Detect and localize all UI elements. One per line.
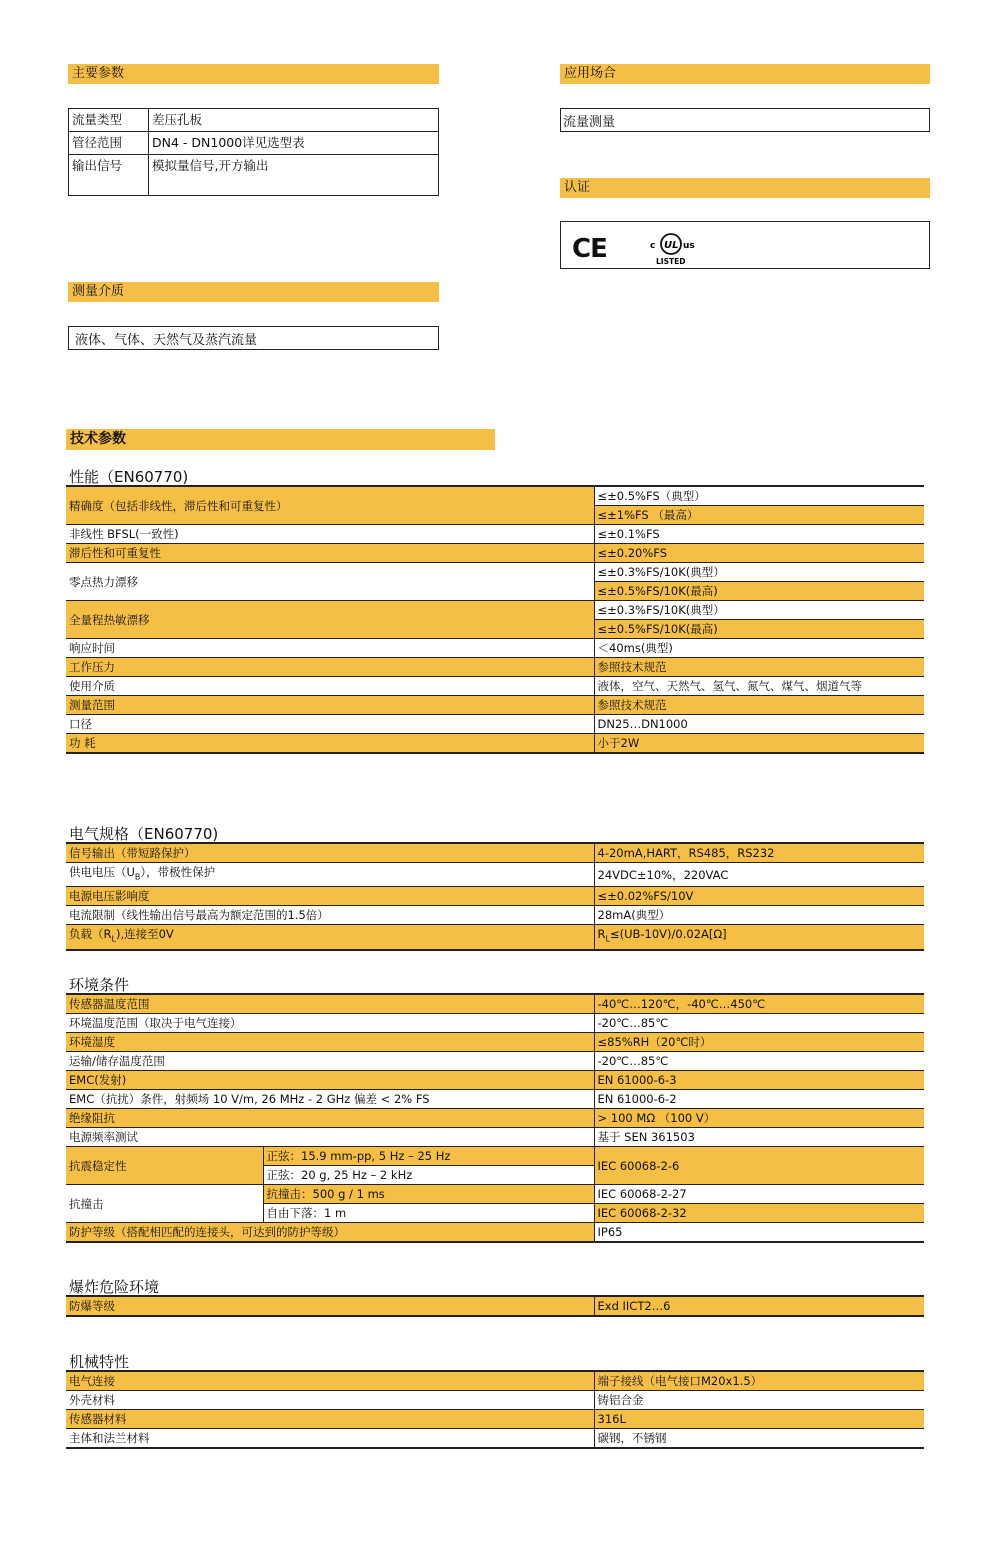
load-value-b: ≤(UB-10V)/0.02A[Ω] (609, 927, 727, 942)
spec-label: 精确度（包括非线性，滞后性和可重复性） (66, 486, 594, 525)
load-value-a: R (597, 927, 606, 942)
spec-value: > 100 MΩ （100 V） (594, 1109, 924, 1128)
table-row (66, 1014, 924, 1033)
explosion-table (66, 1295, 924, 1317)
spec-value: 基于 SEN 361503 (594, 1128, 924, 1147)
table-row (66, 1128, 924, 1147)
spec-label: 全量程热敏漂移 (66, 601, 594, 639)
spec-value: ≤±0.5%FS（典型） (594, 486, 924, 506)
medium-value: 液体、气体、天然气及蒸汽流量 (75, 333, 258, 348)
ul-c-text: c (650, 241, 656, 251)
spec-value: ≤±0.3%FS/10K(典型） (594, 563, 924, 582)
spec-label: 信号输出（带短路保护） (66, 843, 594, 863)
table-row (66, 715, 924, 734)
table-row (66, 1033, 924, 1052)
spec-value: 碳钢，不锈钢 (594, 1429, 924, 1449)
spec-value: ≤±0.02%FS/10V (594, 887, 924, 906)
load-label-a: 负载（R (69, 927, 112, 942)
table-row (66, 696, 924, 715)
table-row (66, 1090, 924, 1109)
spec-mid: 正弦：20 g, 25 Hz – 2 kHz (263, 1166, 594, 1185)
spec-value: 316L (594, 1410, 924, 1429)
table-row (69, 132, 439, 155)
spec-value: DN25…DN1000 (594, 715, 924, 734)
spec-value: ≤±0.3%FS/10K(典型） (594, 601, 924, 620)
table-row (66, 1223, 924, 1243)
spec-value: IEC 60068-2-32 (594, 1204, 924, 1223)
param-key: 输出信号 (69, 155, 149, 196)
spec-value: 参照技术规范 (594, 658, 924, 677)
table-row (66, 734, 924, 754)
spec-value: -20℃…85℃ (594, 1052, 924, 1071)
spec-label: 运输/储存温度范围 (66, 1052, 594, 1071)
table-row (66, 563, 924, 582)
main-params-table (68, 108, 439, 196)
spec-label: 电流限制（线性输出信号最高为额定范围的1.5倍） (66, 906, 594, 925)
table-row (69, 109, 439, 132)
table-row (66, 906, 924, 925)
load-value-sub: L (605, 934, 610, 944)
spec-value: ≤±0.1%FS (594, 525, 924, 544)
spec-label: 工作压力 (66, 658, 594, 677)
param-key: 流量类型 (69, 109, 149, 132)
spec-label: 非线性 BFSL(一致性) (66, 525, 594, 544)
spec-value: ≤85%RH（20℃时） (594, 1033, 924, 1052)
spec-label: 传感器材料 (66, 1410, 594, 1429)
table-row (66, 658, 924, 677)
explosion-title: 爆炸危险环境 (69, 1278, 160, 1296)
spec-value: 4-20mA,HART，RS485，RS232 (594, 843, 924, 863)
spec-value: EN 61000-6-3 (594, 1071, 924, 1090)
table-row (66, 544, 924, 563)
spec-value: IEC 60068-2-27 (594, 1185, 924, 1204)
spec-label: 外壳材料 (66, 1391, 594, 1410)
spec-label: 传感器温度范围 (66, 994, 594, 1014)
load-label-b: ),连接至0V (115, 927, 174, 942)
application-box (560, 108, 930, 132)
table-row (66, 525, 924, 544)
table-row (66, 677, 924, 696)
param-value: DN4 - DN1000详见选型表 (149, 132, 439, 155)
certification-box (560, 221, 930, 269)
spec-value: -20℃…85℃ (594, 1014, 924, 1033)
table-row (66, 1185, 924, 1204)
spec-value: ＜40ms(典型) (594, 639, 924, 658)
table-row (66, 1410, 924, 1429)
electrical-table (66, 842, 924, 951)
param-value: 差压孔板 (149, 109, 439, 132)
table-row (66, 843, 924, 863)
supply-label-a: 供电电压（U (69, 865, 135, 879)
application-value: 流量测量 (563, 115, 616, 130)
certification-header (560, 178, 930, 198)
spec-value: Exd IICT2…6 (594, 1296, 924, 1316)
spec-value: ≤±0.5%FS/10K(最高) (594, 620, 924, 639)
table-row (66, 887, 924, 906)
table-row (66, 863, 924, 887)
medium-header (68, 282, 439, 302)
param-key: 管径范围 (69, 132, 149, 155)
performance-title: 性能（EN60770) (69, 468, 189, 486)
spec-value: ≤±0.5%FS/10K(最高) (594, 582, 924, 601)
spec-label (66, 863, 594, 887)
spec-value: 24VDC±10%，220VAC (594, 863, 924, 887)
spec-value: 液体，空气、天然气、氢气、氮气、煤气、烟道气等 (594, 677, 924, 696)
spec-value: 小于2W (594, 734, 924, 754)
spec-label: 防护等级（搭配相匹配的连接头，可达到的防护等级） (66, 1223, 594, 1243)
ce-mark-icon: CE (572, 234, 607, 264)
spec-label: EMC（抗扰）条件，射频场 10 V/m, 26 MHz - 2 GHz 偏差 < 2% FS (66, 1090, 594, 1109)
table-row (66, 1371, 924, 1391)
table-row (66, 994, 924, 1014)
supply-sub: B (134, 872, 141, 882)
spec-label: 零点热力漂移 (66, 563, 594, 601)
main-params-header (68, 64, 439, 84)
ul-listed-icon (650, 232, 698, 266)
spec-label: 测量范围 (66, 696, 594, 715)
spec-mid: 抗撞击：500 g / 1 ms (263, 1185, 594, 1204)
spec-value: 端子接线（电气接口M20x1.5） (594, 1371, 924, 1391)
table-row (66, 1071, 924, 1090)
table-row (66, 1429, 924, 1449)
spec-value: IEC 60068-2-6 (594, 1147, 924, 1185)
ul-us-text: us (683, 241, 695, 251)
table-row (69, 155, 439, 196)
load-sub: L (111, 934, 116, 944)
table-row (66, 1052, 924, 1071)
spec-label: 响应时间 (66, 639, 594, 658)
spec-label: 绝缘阻抗 (66, 1109, 594, 1128)
ul-mark-text: UL (664, 240, 679, 251)
spec-value: -40℃…120℃，-40℃…450℃ (594, 994, 924, 1014)
medium-box (68, 326, 439, 350)
ul-listed-text: LISTED (656, 257, 686, 266)
table-row (66, 1296, 924, 1316)
spec-label: 电源电压影响度 (66, 887, 594, 906)
spec-mid: 自由下落：1 m (263, 1204, 594, 1223)
table-row (66, 1391, 924, 1410)
param-value: 模拟量信号,开方输出 (149, 155, 439, 196)
spec-label: 防爆等级 (66, 1296, 594, 1316)
spec-label: 口径 (66, 715, 594, 734)
supply-label-b: ），带极性保护 (140, 865, 216, 879)
tech-params-title: 技术参数 (70, 431, 126, 447)
mechanical-table (66, 1370, 924, 1449)
table-row (66, 1147, 924, 1166)
spec-value: ≤±0.20%FS (594, 544, 924, 563)
spec-label: 环境温度范围（取决于电气连接） (66, 1014, 594, 1033)
table-row (66, 486, 924, 506)
certification-title: 认证 (564, 180, 591, 195)
spec-mid: 正弦：15.9 mm-pp, 5 Hz – 25 Hz (263, 1147, 594, 1166)
spec-value: 28mA(典型） (594, 906, 924, 925)
spec-label: 功 耗 (66, 734, 594, 754)
tech-params-header (66, 429, 495, 450)
spec-value (594, 925, 924, 950)
table-row (66, 925, 924, 950)
spec-value: ≤±1%FS （最高） (594, 506, 924, 525)
spec-label (66, 925, 594, 950)
spec-value: 参照技术规范 (594, 696, 924, 715)
spec-label: 主体和法兰材料 (66, 1429, 594, 1449)
mechanical-title: 机械特性 (69, 1353, 130, 1371)
performance-table (66, 485, 924, 754)
table-row (66, 1109, 924, 1128)
spec-label: 滞后性和可重复性 (66, 544, 594, 563)
spec-label: 电气连接 (66, 1371, 594, 1391)
spec-value: 铸铝合金 (594, 1391, 924, 1410)
spec-label: 使用介质 (66, 677, 594, 696)
table-row (66, 601, 924, 620)
electrical-title: 电气规格（EN60770) (69, 825, 219, 843)
spec-value: EN 61000-6-2 (594, 1090, 924, 1109)
application-header (560, 64, 930, 84)
spec-label: 抗撞击 (66, 1185, 263, 1223)
main-params-title: 主要参数 (72, 66, 125, 81)
environment-table (66, 993, 924, 1243)
spec-value: IP65 (594, 1223, 924, 1243)
spec-label: 电源频率测试 (66, 1128, 594, 1147)
table-row (66, 639, 924, 658)
application-title: 应用场合 (564, 66, 617, 81)
spec-label: 抗震稳定性 (66, 1147, 263, 1185)
environment-title: 环境条件 (69, 976, 130, 994)
medium-title: 测量介质 (72, 284, 125, 299)
spec-label: EMC(发射) (66, 1071, 594, 1090)
spec-label: 环境湿度 (66, 1033, 594, 1052)
